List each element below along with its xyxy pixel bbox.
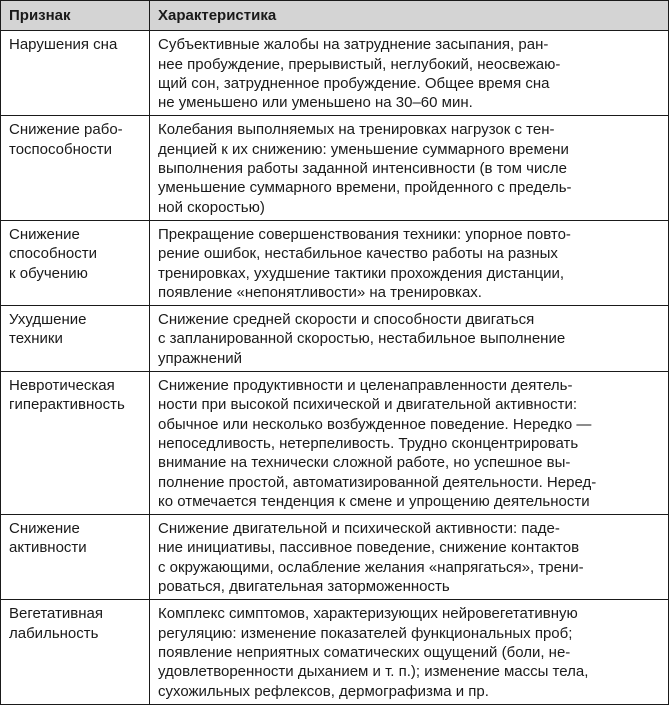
characteristic-text-line: сухожильных рефлексов, дермографизма и пр. [158,682,489,700]
sign-text-line: Нарушения сна [9,36,118,54]
characteristic-text-line: щий сон, затрудненное пробуждение. Общее время сна [158,74,550,92]
sign-text-line: техники [9,330,63,348]
characteristic-text-line: уменьшение суммарного времени, пройденного с предель- [158,179,572,197]
sign-text-line: лабильность [9,624,99,642]
characteristic-text-line: обычное или несколько возбужденное поведение. Нередко — [158,415,592,433]
characteristic-text-line: Снижение двигательной и психической активности: паде- [158,520,560,538]
characteristic-text-line: непоседливость, нетерпеливость. Трудно сконцентрировать [158,434,579,452]
header-row [1,1,669,31]
characteristic-cell [150,220,669,305]
characteristic-text-line: появление неприятных соматических ощущений (боли, не- [158,643,571,661]
sign-text-line: Вегетативная [9,605,104,623]
sign-text-line: Снижение [9,225,80,243]
sign-cell [1,31,150,116]
sign-cell [1,220,150,305]
characteristic-text-line: ние инициативы, пассивное поведение, снижение контактов [158,539,580,557]
characteristic-text-line: Комплекс симптомов, характеризующих нейровегетативную [158,605,578,623]
sign-text-line: Снижение рабо- [9,121,123,139]
characteristic-text-line: появление «непонятливости» на тренировках. [158,283,482,301]
sign-text-line: гиперактивность [9,396,125,414]
characteristic-text-line: рение ошибок, нестабильное качество работы на разных [158,245,558,263]
characteristic-text-line: с окружающими, ослабление желания «напрягаться», трени- [158,558,584,576]
characteristic-text-line: нее пробуждение, прерывистый, неглубокий, неосвежаю- [158,55,561,73]
characteristic-text-line: внимание на технически сложной работе, но успешное вы- [158,454,571,472]
characteristic-text-line: упражнений [158,349,243,367]
characteristic-cell [150,600,669,704]
characteristic-text-line: Субъективные жалобы на затруднение засыпания, ран- [158,36,549,54]
characteristic-text-line: Снижение средней скорости и способности двигаться [158,311,535,329]
sign-text-line: Невротическая [9,377,115,395]
table-row [1,515,669,600]
characteristic-text-line: роваться, двигательная заторможенность [158,578,450,596]
characteristic-text-line: выполнения работы заданной интенсивности (в том числе [158,160,567,178]
sign-cell [1,600,150,704]
table-row [1,306,669,372]
sign-cell [1,306,150,372]
sign-text-line: тоспособности [9,140,112,158]
characteristic-cell [150,372,669,515]
characteristic-text-line: регуляцию: изменение показателей функциональных проб; [158,624,573,642]
sign-cell [1,515,150,600]
characteristic-text-line: ной скоростью) [158,198,265,216]
characteristic-cell [150,515,669,600]
table-row [1,116,669,220]
characteristic-cell [150,31,669,116]
table-row [1,31,669,116]
table-row [1,600,669,704]
characteristic-text-line: полнение простой, автоматизированной деятельности. Неред- [158,473,597,491]
sign-cell [1,372,150,515]
header-characteristic: Характеристика [150,1,669,31]
sign-text-line: Снижение [9,520,80,538]
characteristic-cell [150,306,669,372]
characteristic-text-line: Прекращение совершенствования техники: упорное повто- [158,225,571,243]
sign-text-line: способности [9,245,97,263]
sign-text-line: активности [9,539,87,557]
table-row [1,220,669,305]
characteristic-text-line: Колебания выполняемых на тренировках нагрузок с тен- [158,121,555,139]
characteristic-text-line: денцией к их снижению: уменьшение суммарного времени [158,140,569,158]
header-sign: Признак [1,1,150,31]
table-row [1,372,669,515]
characteristic-text-line: Снижение продуктивности и целенаправленности деятель- [158,377,573,395]
sign-text-line: Ухудшение [9,311,87,329]
characteristic-text-line: тренировках, ухудшение тактики прохождения дистанции, [158,264,565,282]
characteristic-text-line: ности при высокой психической и двигательной активности: [158,396,578,414]
characteristic-text-line: удовлетворенности дыханием и т. п.); изменение массы тела, [158,663,589,681]
characteristic-text-line: ко отмечается тенденция к смене и упрощению деятельности [158,492,590,510]
sign-cell [1,116,150,220]
characteristic-text-line: не уменьшено или уменьшено на 30–60 мин. [158,94,473,112]
characteristic-cell [150,116,669,220]
sign-text-line: к обучению [9,264,88,282]
characteristic-text-line: с запланированной скоростью, нестабильное выполнение [158,330,566,348]
